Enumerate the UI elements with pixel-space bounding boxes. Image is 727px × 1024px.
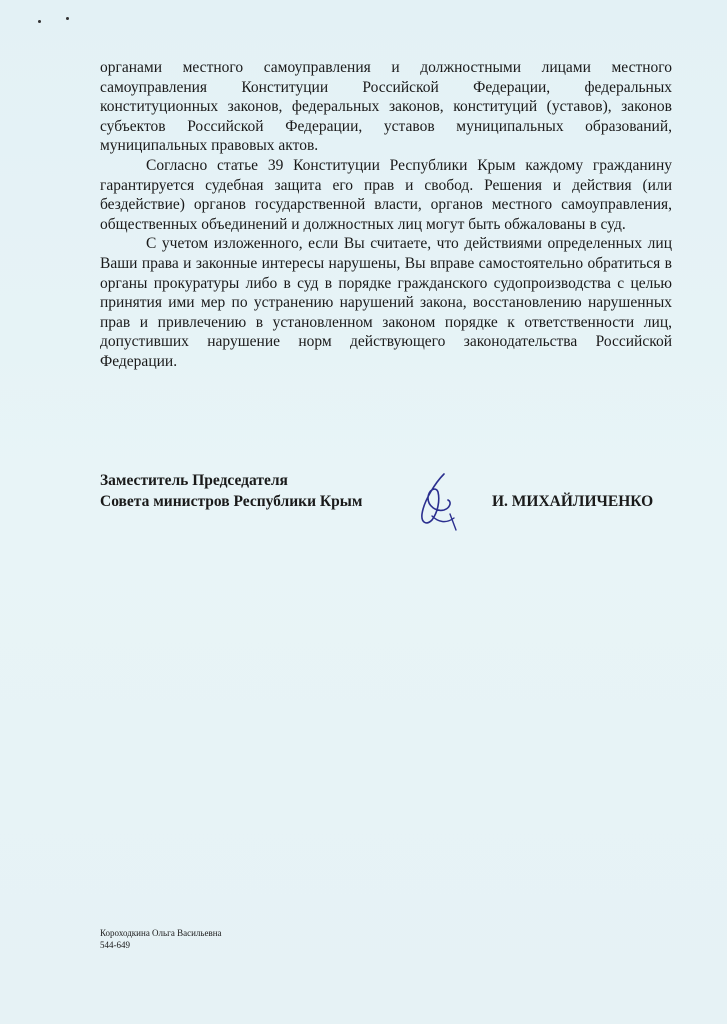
paragraph-conclusion: С учетом изложенного, если Вы считаете, что действиями определенных лиц Ваши права и законные интересы нарушены, Вы вправе самостоятельно обратиться в органы прокуратуры либо в суд в порядке гражданского судопроизводства с целью принятия ими мер по устранению нарушений закона, восстановлению нарушенных прав и привлечению в установленном законом порядке к ответственности лиц, допустивших нарушение норм действующего законодательства Российской Федерации. <box>100 235 672 370</box>
paragraph-article-39: Согласно статье 39 Конституции Республики Крым каждому гражданину гарантируется судебная защита его прав и свобод. Решения и действия (или бездействие) органов государственной власти, органов местного самоуправления, общественных объединений и должностных лиц могут быть обжалованы в суд. <box>100 156 672 233</box>
signature-block <box>100 470 680 530</box>
signatory-name: И. МИХАЙЛИЧЕНКО <box>492 493 654 510</box>
paragraph-continuation: органами местного самоуправления и должностными лицами местного самоуправления Конституции Российской Федерации, федеральных конституционных законов, федеральных законов, конституций (уставов), законов субъектов Российской Федерации, уставов муниципальных образований, муниципальных правовых актов. <box>100 59 672 155</box>
signatory-title <box>100 470 362 512</box>
signatory-title-line2: Совета министров Республики Крым <box>100 493 363 510</box>
executor-name: Короходкина Ольга Васильевна <box>100 928 222 938</box>
handwritten-signature <box>410 470 462 534</box>
executor-phone: 544-649 <box>100 940 130 950</box>
signatory-title-line1: Заместитель Председателя <box>100 472 288 489</box>
scan-dot <box>38 20 41 23</box>
letter-body <box>100 58 672 372</box>
scan-dot <box>66 17 69 20</box>
executor-info <box>100 927 222 951</box>
